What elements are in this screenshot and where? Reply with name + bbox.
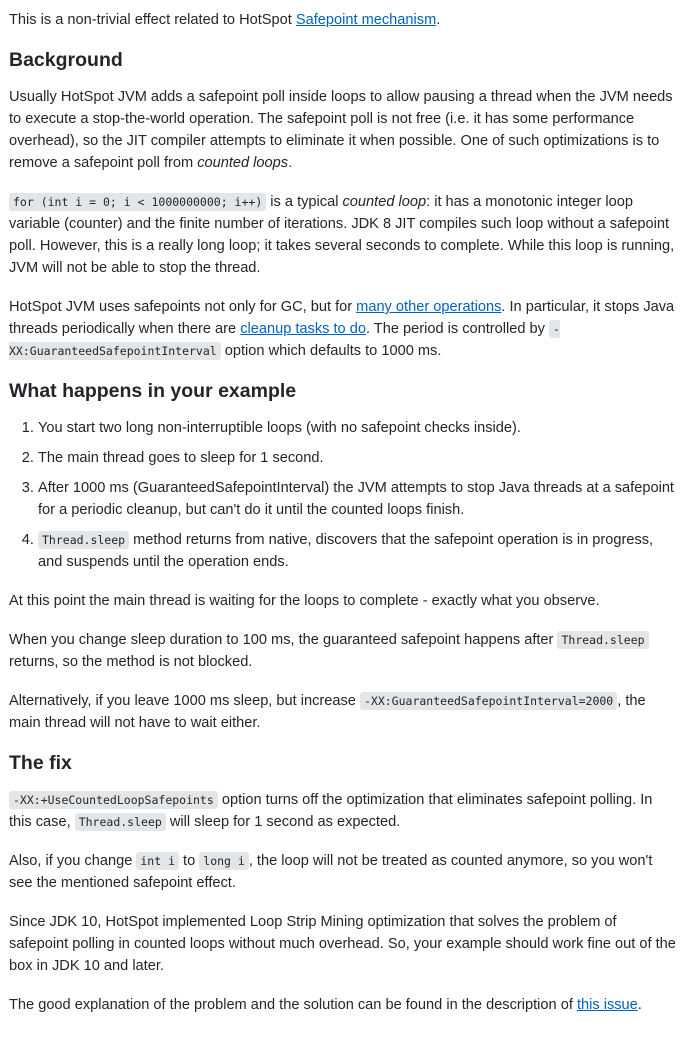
thread-sleep-code: Thread.sleep [38,531,129,549]
long-i-code: long i [199,852,249,870]
background-paragraph-1: Usually HotSpot JVM adds a safepoint poll inside loops to allow pausing a thread when the JVM needs to execute a stop-the-world operation. The safepoint poll is not free (i.e. it has some performance overhead), so the JIT compiler attempts to eliminate it when possible. One of such optimizations is to remove a safepoint poll from counted loops. [9,89,673,171]
safepoint-mechanism-link[interactable]: Safepoint mechanism [295,12,437,28]
list-item: 3. After 1000 ms (GuaranteedSafepointInterval) the JVM attempts to stop Java threads at a safepoint for a periodic cleanup, but can't do it until the counted loops finish. [38,477,676,521]
thread-sleep-code: Thread.sleep [75,813,166,831]
cleanup-tasks-link[interactable]: cleanup tasks to do [240,321,366,337]
fix-paragraph-2: Also, if you change int i to long i , the loop will not be treated as counted anymore, so you won't see the mentioned safepoint effect. [9,853,653,891]
example-paragraph-3: Alternatively, if you leave 1000 ms sleep, but increase -XX:GuaranteedSafepointInterval=2000 , the main thread will not have to wait either. [9,693,646,731]
counted-loop-code: for (int i = 0; i < 1000000000; i++) [9,193,266,211]
use-counted-loop-safepoints-code: -XX:+UseCountedLoopSafepoints [9,791,218,809]
fix-paragraph-3: Since JDK 10, HotSpot implemented Loop Strip Mining optimization that solves the problem of safepoint polling in counted loops without much overhead. So, your example should work fine out of the box in JDK 10 and later. [9,914,676,974]
many-other-operations-link[interactable]: many other operations [356,299,502,315]
example-paragraph-2: When you change sleep duration to 100 ms, the guaranteed safepoint happens after Thread.sleep returns, so the method is not blocked. [9,629,676,673]
fix-paragraph-1: -XX:+UseCountedLoopSafepoints option turns off the optimization that eliminates safepoint polling. In this case, Thread.sleep will sleep for 1 second as expected. [9,792,653,830]
list-item: 1. You start two long non-interruptible loops (with no safepoint checks inside). [38,417,676,439]
background-heading: Background [9,49,123,71]
fix-heading: The fix [9,752,72,774]
intro-paragraph: This is a non-trivial effect related to HotSpot Safepoint mechanism. [9,12,441,28]
this-issue-link[interactable]: this issue [576,997,638,1013]
example-steps-list [9,417,676,573]
guaranteed-safepoint-interval-code: -XX:GuaranteedSafepointInterval [9,322,560,358]
example-paragraph-1: At this point the main thread is waiting for the loops to complete - exactly what you observe. [9,593,600,609]
list-item: 4. Thread.sleep method returns from native, discovers that the safepoint operation is in progress, and suspends until the operation ends. [38,529,676,573]
thread-sleep-code: Thread.sleep [557,631,648,649]
example-heading: What happens in your example [9,380,297,402]
background-paragraph-2: for (int i = 0; i < 1000000000; i++) is a typical counted loop: it has a monotonic integer loop variable (counter) and the finite number of iterations. JDK 8 JIT compiles such loop without a safepoint poll. However, this is a really long loop; it takes several seconds to complete. While this loop is running, JVM will not be able to stop the thread. [9,194,675,276]
list-item: 2. The main thread goes to sleep for 1 second. [38,447,676,469]
interval-2000-code: -XX:GuaranteedSafepointInterval=2000 [360,692,617,710]
int-i-code: int i [136,852,179,870]
background-paragraph-3: HotSpot JVM uses safepoints not only for GC, but for many other operations. In particular, it stops Java threads periodically when there are cleanup tasks to do. The period is controlled by -XX:GuaranteedSafepointInterval option which defaults to 1000 ms. [9,299,675,359]
fix-paragraph-4: The good explanation of the problem and the solution can be found in the description of this issue. [9,997,642,1013]
